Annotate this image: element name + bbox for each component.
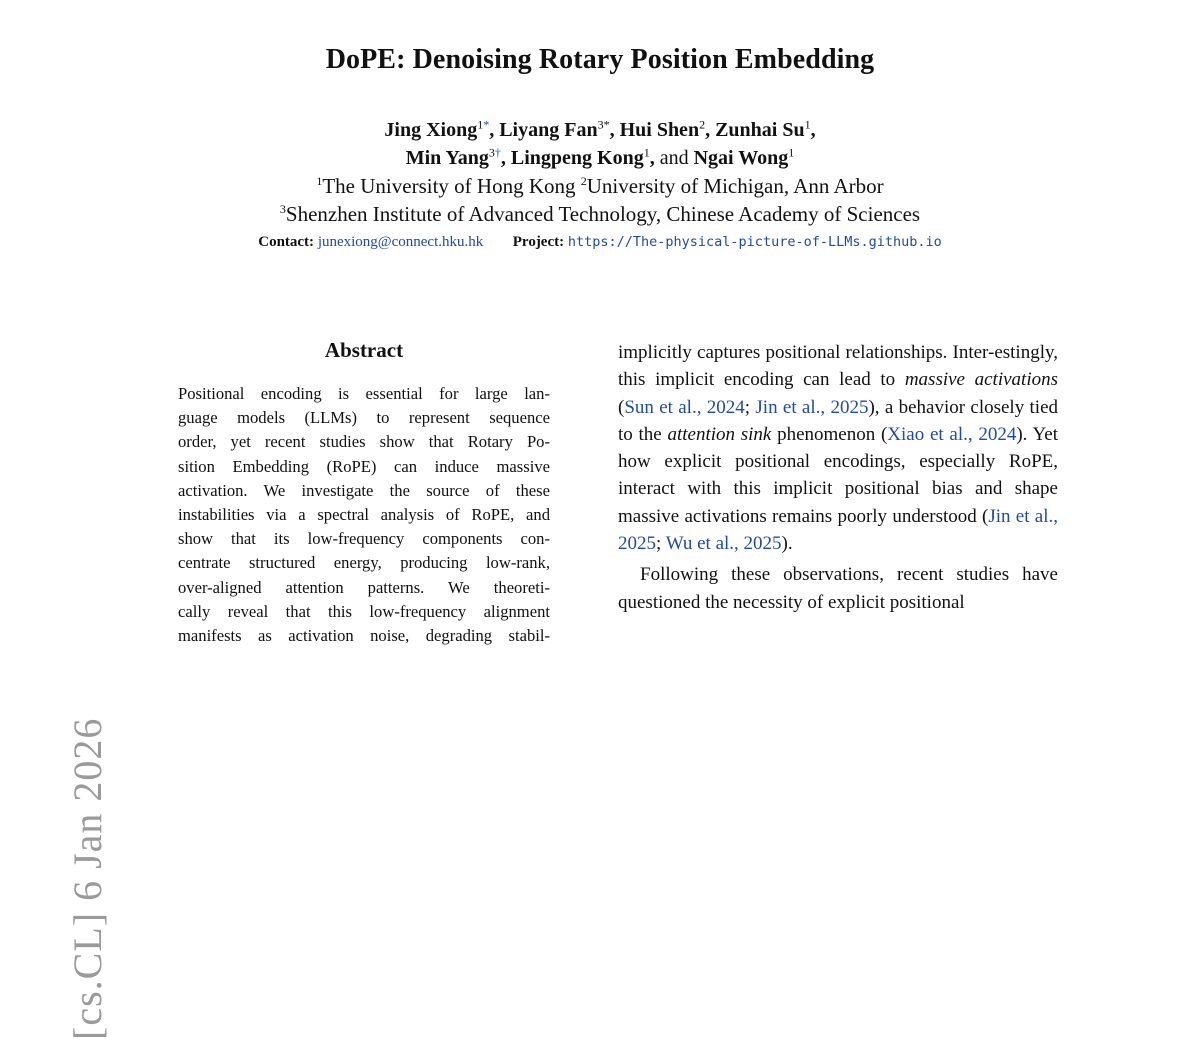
- author-name: Min Yang: [405, 147, 489, 169]
- author-affiliation-mark: 3*: [597, 117, 610, 132]
- intro-paragraph-2: Following these observations, recent studies have questioned the necessity of explicit positional: [618, 564, 1058, 613]
- affiliation-line1: $^1$The University of Hong Kong $^2$University of Michigan, Ann Arbor: [316, 174, 884, 198]
- author-name: Lingpeng Kong: [510, 147, 644, 169]
- citation-link[interactable]: Wu et al., 2025: [665, 533, 782, 555]
- citation-link[interactable]: Xiao et al., 2024: [887, 423, 1017, 445]
- affiliation-line2: $^3$Shenzhen Institute of Advanced Technology, Chinese Academy of Sciences: [279, 202, 921, 226]
- paper-title: DoPE: Denoising Rotary Position Embedding: [325, 44, 875, 75]
- contact-label: Contact:: [258, 234, 315, 250]
- abstract-line: order, yet recent studies show that Rotary Po-: [178, 432, 550, 452]
- author-affiliation-mark: 1: [788, 145, 795, 160]
- and-word: and: [654, 147, 694, 169]
- abstract-line: activation. We investigate the source of these: [178, 480, 550, 500]
- abstract-line: guage models (LLMs) to represent sequence: [178, 408, 550, 428]
- project-url-link[interactable]: https://The-physical-picture-of-LLMs.github.io: [567, 234, 942, 250]
- author-list-line2: Min Yang$^{3\dagger}$, Lingpeng Kong$^1$, and Ngai Wong$^1$: [405, 145, 795, 169]
- arxiv-identifier-stamp: [cs.CL] 6 Jan 2026: [65, 717, 110, 1040]
- abstract-body: [178, 382, 550, 648]
- abstract-line: sition Embedding (RoPE) can induce massive: [178, 456, 550, 476]
- author-name: Jing Xiong: [384, 119, 478, 141]
- author-name: Ngai Wong: [693, 147, 789, 169]
- author-affiliation-mark: 1: [643, 145, 650, 160]
- intro-paragraph-1: implicitly captures positional relationships. Inter-estingly, this implicit encoding can lead to massive activations (Sun et al., 2024; Jin et al., 2025), a behavior closely tied to the attention sink phenomenon (Xiao et al., 2024). Yet how explicit positional encodings, especially RoPE, interact with this implicit positional bias and shape massive activations remains poorly understood (Jin et al., 2025; Wu et al., 2025).: [618, 342, 1059, 555]
- author-affiliation-mark: 1: [804, 117, 811, 132]
- author-affiliation-mark: 1*: [477, 117, 490, 132]
- abstract-line: manifests as activation noise, degrading stabil-: [178, 626, 550, 646]
- author-affiliation-mark: 3†: [488, 145, 501, 160]
- abstract-line: instabilities via a spectral analysis of RoPE, and: [178, 505, 550, 525]
- author-name: Liyang Fan: [499, 119, 598, 141]
- abstract-line: Positional encoding is essential for large lan-: [178, 384, 550, 403]
- author-list-line1: Jing Xiong$^{1*}$, Liyang Fan$^{3*}$, Hui Shen$^2$, Zunhai Su$^1$,: [384, 117, 816, 141]
- author-affiliation-mark: 2: [699, 117, 706, 132]
- contact-email-link[interactable]: junexiong@connect.hku.hk: [317, 234, 484, 250]
- abstract-line: centrate structured energy, producing low-rank,: [178, 553, 550, 573]
- project-label: Project:: [512, 234, 565, 250]
- abstract-line: show that its low-frequency components con-: [178, 529, 550, 549]
- author-name: Hui Shen: [619, 119, 700, 141]
- contact-line: [0, 234, 1200, 251]
- author-name: Zunhai Su: [715, 119, 805, 141]
- citation-link[interactable]: Jin et al., 2025: [618, 505, 1058, 555]
- abstract-heading: Abstract: [324, 338, 404, 362]
- citation-link[interactable]: Jin et al., 2025: [755, 396, 869, 418]
- intro-column-right: [618, 339, 1058, 616]
- abstract-line: cally reveal that this low-frequency alignment: [178, 601, 550, 621]
- citation-link[interactable]: Sun et al., 2024: [624, 396, 745, 418]
- abstract-line: over-aligned attention patterns. We theoreti-: [178, 577, 550, 597]
